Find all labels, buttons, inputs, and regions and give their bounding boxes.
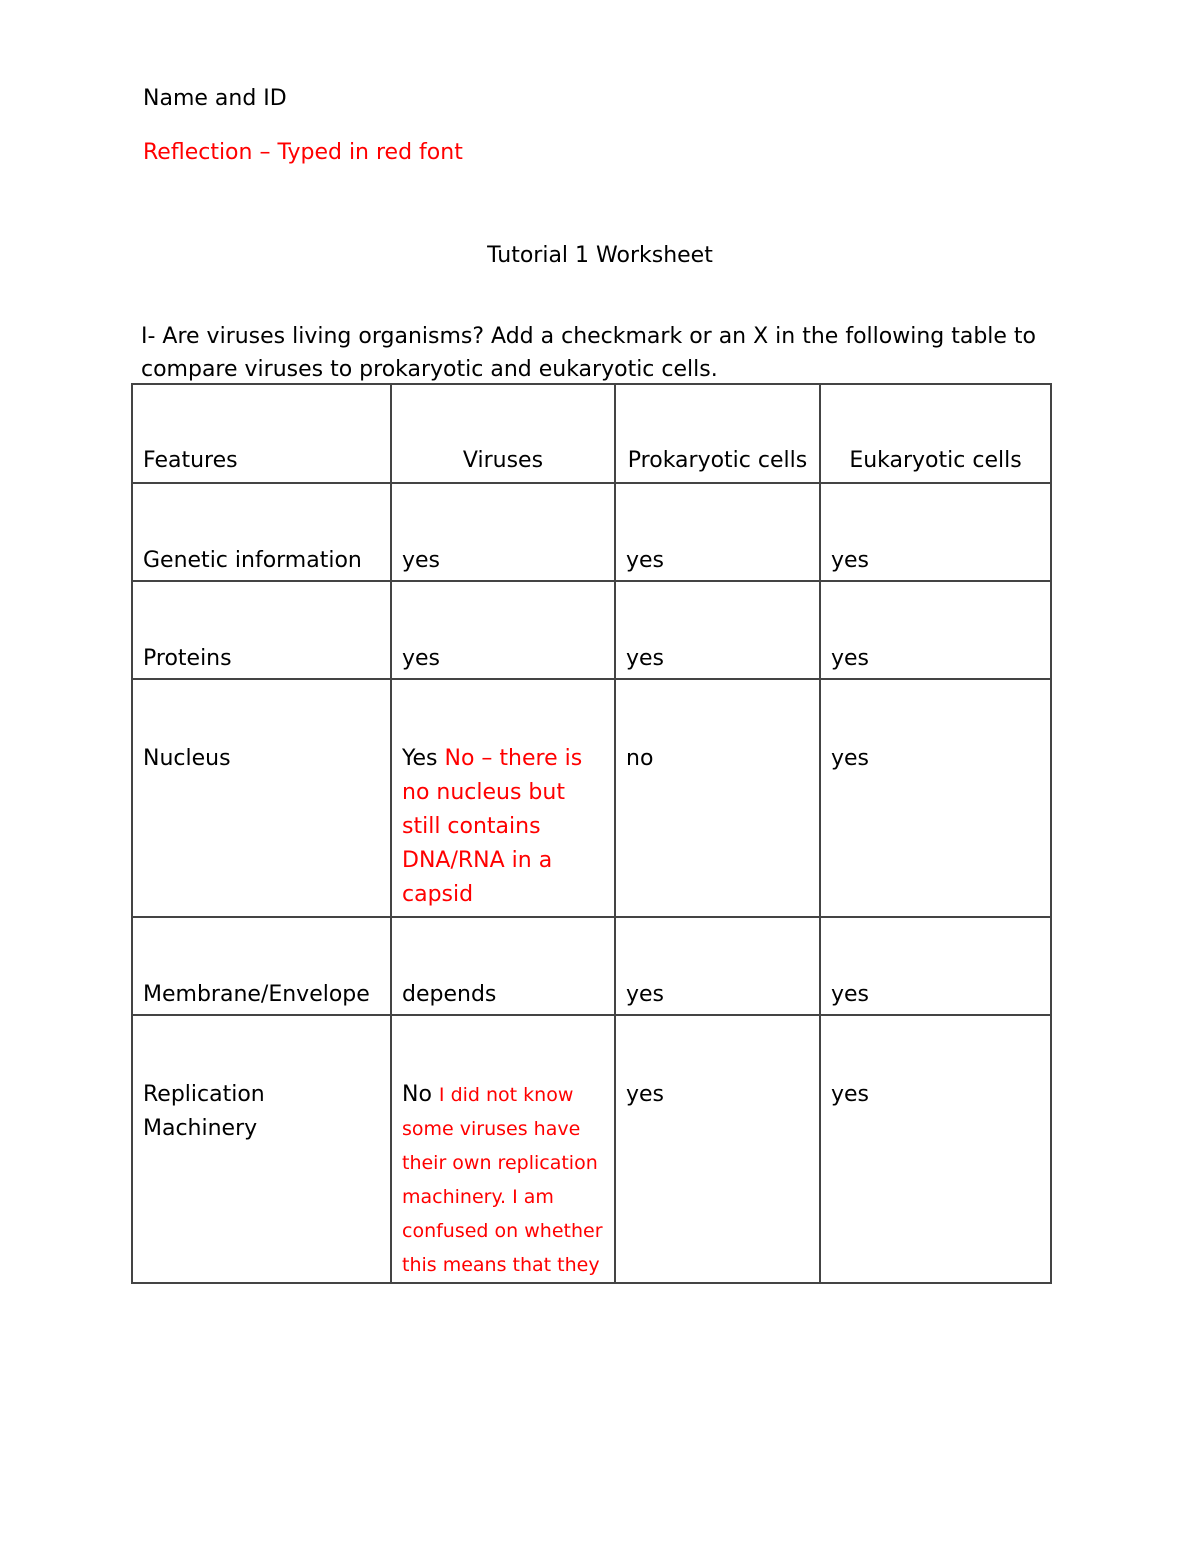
eukaryotic-cell: yes bbox=[820, 581, 1051, 679]
feature-cell: Membrane/Envelope bbox=[132, 917, 391, 1015]
prokaryotic-cell: no bbox=[615, 679, 820, 917]
viruses-reflection: I did not know some viruses have their own replication machinery. I am confused on whether this means that they bbox=[402, 1084, 603, 1276]
comparison-table bbox=[131, 383, 1052, 1284]
prokaryotic-cell: yes bbox=[615, 917, 820, 1015]
viruses-answer: No bbox=[402, 1082, 432, 1107]
viruses-answer: Yes bbox=[402, 746, 438, 771]
viruses-cell: depends bbox=[391, 917, 615, 1015]
table-row bbox=[132, 917, 1051, 1015]
name-and-id-label: Name and ID bbox=[143, 86, 287, 111]
feature-cell: Replication Machinery bbox=[132, 1015, 391, 1283]
prokaryotic-cell: yes bbox=[615, 1015, 820, 1283]
viruses-cell: yes bbox=[391, 483, 615, 581]
prokaryotic-cell: yes bbox=[615, 581, 820, 679]
table-row bbox=[132, 679, 1051, 917]
table-row bbox=[132, 581, 1051, 679]
eukaryotic-cell: yes bbox=[820, 1015, 1051, 1283]
reflection-note: Reflection – Typed in red font bbox=[143, 140, 463, 165]
question-text: I- Are viruses living organisms? Add a checkmark or an X in the following table to compare viruses to prokaryotic and eukaryotic cells. bbox=[141, 324, 1037, 382]
eukaryotic-cell: yes bbox=[820, 917, 1051, 1015]
table-row bbox=[132, 1015, 1051, 1283]
table-header-row bbox=[132, 384, 1051, 483]
header-prokaryotic: Prokaryotic cells bbox=[615, 384, 820, 483]
header-viruses: Viruses bbox=[391, 384, 615, 483]
header-eukaryotic: Eukaryotic cells bbox=[820, 384, 1051, 483]
header-features: Features bbox=[132, 384, 391, 483]
page-title: Tutorial 1 Worksheet bbox=[487, 243, 713, 268]
viruses-cell: yes bbox=[391, 581, 615, 679]
viruses-cell bbox=[391, 679, 615, 917]
eukaryotic-cell: yes bbox=[820, 483, 1051, 581]
feature-cell: Genetic information bbox=[132, 483, 391, 581]
feature-cell: Proteins bbox=[132, 581, 391, 679]
table-row bbox=[132, 483, 1051, 581]
feature-cell: Nucleus bbox=[132, 679, 391, 917]
eukaryotic-cell: yes bbox=[820, 679, 1051, 917]
viruses-cell bbox=[391, 1015, 615, 1283]
viruses-reflection: No – there is no nucleus but still contains DNA/RNA in a capsid bbox=[402, 746, 583, 907]
prokaryotic-cell: yes bbox=[615, 483, 820, 581]
